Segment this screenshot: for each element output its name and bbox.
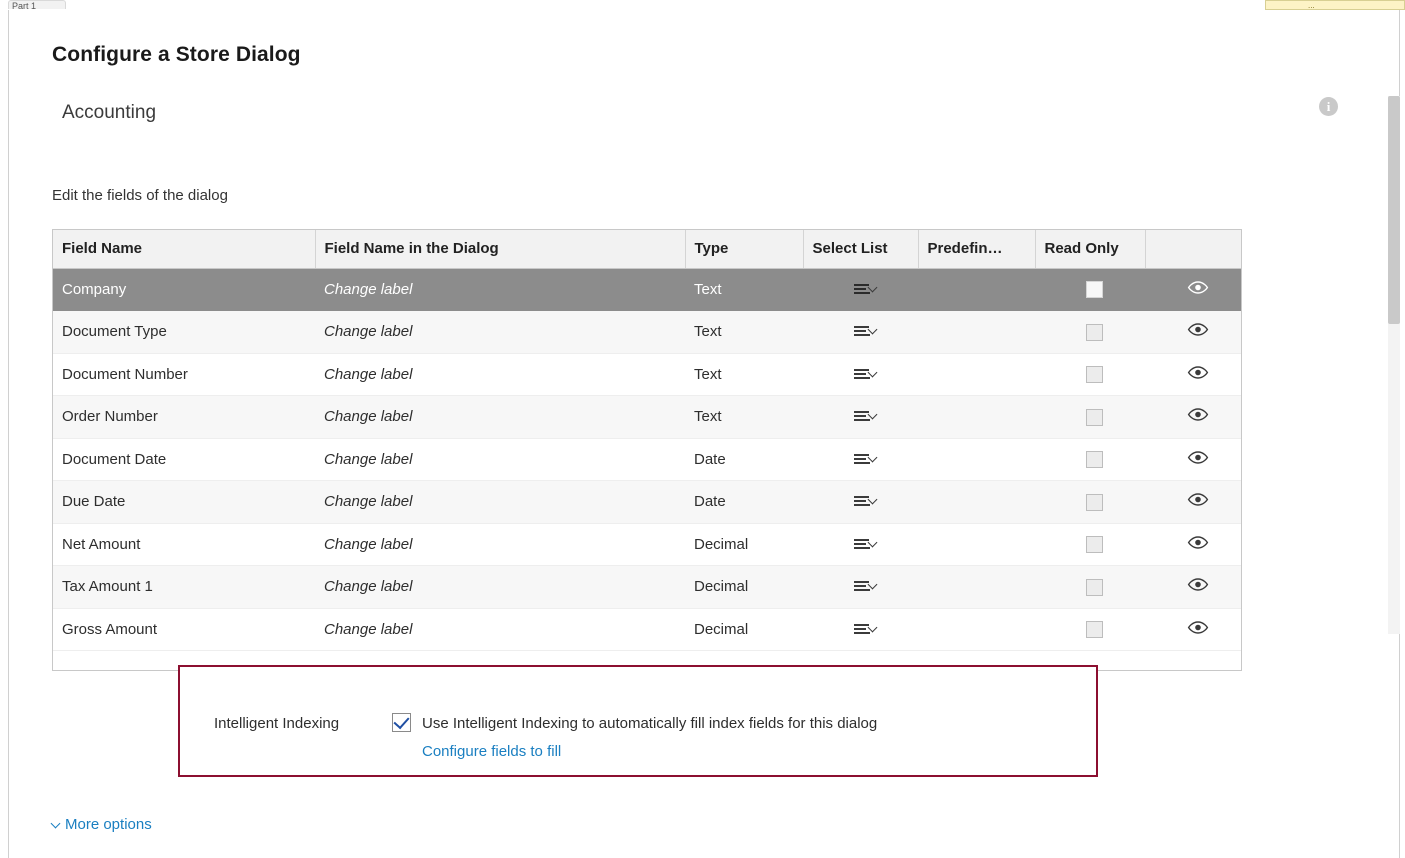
select-list-icon[interactable] bbox=[854, 325, 876, 339]
cell-select-list[interactable] bbox=[803, 353, 918, 396]
table-row[interactable] bbox=[53, 353, 1241, 396]
edit-fields-hint: Edit the fields of the dialog bbox=[52, 187, 228, 204]
cell-predefined[interactable] bbox=[918, 353, 1035, 396]
cell-field-name: Due Date bbox=[53, 481, 315, 524]
column-header-predefined[interactable]: Predefin… bbox=[918, 230, 1035, 268]
cell-dialog-label[interactable]: Change label bbox=[315, 481, 685, 524]
eye-icon[interactable] bbox=[1187, 451, 1209, 464]
read-only-checkbox[interactable] bbox=[1086, 324, 1103, 341]
cell-type: Text bbox=[685, 396, 803, 439]
cell-visibility[interactable] bbox=[1145, 396, 1241, 439]
table-header-row bbox=[53, 230, 1241, 268]
cell-visibility[interactable] bbox=[1145, 311, 1241, 354]
eye-icon[interactable] bbox=[1187, 621, 1209, 634]
cell-type: Text bbox=[685, 353, 803, 396]
cell-select-list[interactable] bbox=[803, 268, 918, 311]
read-only-checkbox[interactable] bbox=[1086, 451, 1103, 468]
cell-predefined[interactable] bbox=[918, 481, 1035, 524]
eye-icon[interactable] bbox=[1187, 578, 1209, 591]
cell-predefined[interactable] bbox=[918, 523, 1035, 566]
intelligent-indexing-panel bbox=[178, 665, 1098, 777]
cell-type: Decimal bbox=[685, 608, 803, 651]
select-list-icon[interactable] bbox=[854, 580, 876, 594]
table-row[interactable] bbox=[53, 566, 1241, 609]
cell-field-name: Document Number bbox=[53, 353, 315, 396]
cell-predefined[interactable] bbox=[918, 396, 1035, 439]
dialog-content bbox=[10, 10, 1395, 858]
cell-predefined[interactable] bbox=[918, 608, 1035, 651]
select-list-icon[interactable] bbox=[854, 453, 876, 467]
notification-text: ... bbox=[1308, 1, 1315, 10]
read-only-checkbox[interactable] bbox=[1086, 366, 1103, 383]
read-only-checkbox[interactable] bbox=[1086, 536, 1103, 553]
select-list-icon[interactable] bbox=[854, 495, 876, 509]
cell-dialog-label[interactable]: Change label bbox=[315, 268, 685, 311]
read-only-checkbox[interactable] bbox=[1086, 579, 1103, 596]
eye-icon-svg bbox=[1187, 451, 1209, 464]
cell-read-only[interactable] bbox=[1035, 566, 1145, 609]
window-top-strip bbox=[0, 0, 1405, 10]
notification-bar bbox=[1265, 0, 1405, 10]
checkmark-icon bbox=[393, 713, 409, 729]
cell-visibility[interactable] bbox=[1145, 608, 1241, 651]
cell-select-list[interactable] bbox=[803, 523, 918, 566]
eye-icon-svg bbox=[1187, 621, 1209, 634]
cell-field-name: Net Amount bbox=[53, 523, 315, 566]
cell-visibility[interactable] bbox=[1145, 566, 1241, 609]
select-list-icon[interactable] bbox=[854, 538, 876, 552]
cell-read-only[interactable] bbox=[1035, 268, 1145, 311]
eye-icon[interactable] bbox=[1187, 493, 1209, 506]
column-header-type[interactable]: Type bbox=[685, 230, 803, 268]
cell-select-list[interactable] bbox=[803, 566, 918, 609]
intelligent-indexing-description: Use Intelligent Indexing to automatically fill index fields for this dialog bbox=[422, 715, 878, 732]
eye-icon-svg bbox=[1187, 493, 1209, 506]
cell-field-name: Company bbox=[53, 268, 315, 311]
cell-dialog-label[interactable]: Change label bbox=[315, 396, 685, 439]
table-row[interactable] bbox=[53, 438, 1241, 481]
table-row[interactable] bbox=[53, 481, 1241, 524]
page-title: Configure a Store Dialog bbox=[52, 43, 301, 66]
cell-visibility[interactable] bbox=[1145, 353, 1241, 396]
cell-select-list[interactable] bbox=[803, 396, 918, 439]
eye-icon[interactable] bbox=[1187, 281, 1209, 294]
eye-icon-svg bbox=[1187, 281, 1209, 294]
read-only-checkbox[interactable] bbox=[1086, 409, 1103, 426]
cell-type: Decimal bbox=[685, 566, 803, 609]
cell-read-only[interactable] bbox=[1035, 481, 1145, 524]
cell-type: Text bbox=[685, 268, 803, 311]
column-header-visibility[interactable] bbox=[1145, 230, 1241, 268]
cell-predefined[interactable] bbox=[918, 311, 1035, 354]
table-row[interactable] bbox=[53, 268, 1241, 311]
column-header-dialog-field-name[interactable]: Field Name in the Dialog bbox=[315, 230, 685, 268]
cell-dialog-label[interactable]: Change label bbox=[315, 566, 685, 609]
cell-dialog-label[interactable]: Change label bbox=[315, 311, 685, 354]
read-only-checkbox[interactable] bbox=[1086, 621, 1103, 638]
intelligent-indexing-checkbox[interactable] bbox=[392, 713, 411, 732]
table-row[interactable] bbox=[53, 311, 1241, 354]
cell-field-name: Tax Amount 1 bbox=[53, 566, 315, 609]
read-only-checkbox[interactable] bbox=[1086, 281, 1103, 298]
column-header-select-list[interactable]: Select List bbox=[803, 230, 918, 268]
cell-field-name: Document Date bbox=[53, 438, 315, 481]
cell-visibility[interactable] bbox=[1145, 523, 1241, 566]
select-list-icon[interactable] bbox=[854, 623, 876, 637]
cell-dialog-label[interactable]: Change label bbox=[315, 438, 685, 481]
cell-read-only[interactable] bbox=[1035, 438, 1145, 481]
read-only-checkbox[interactable] bbox=[1086, 494, 1103, 511]
select-list-icon[interactable] bbox=[854, 368, 876, 382]
info-icon[interactable]: i bbox=[1319, 97, 1338, 116]
column-header-read-only[interactable]: Read Only bbox=[1035, 230, 1145, 268]
cell-read-only[interactable] bbox=[1035, 353, 1145, 396]
cell-visibility[interactable] bbox=[1145, 481, 1241, 524]
cell-field-name: Gross Amount bbox=[53, 608, 315, 651]
eye-icon[interactable] bbox=[1187, 323, 1209, 336]
eye-icon-svg bbox=[1187, 366, 1209, 379]
cell-predefined[interactable] bbox=[918, 566, 1035, 609]
cell-type: Decimal bbox=[685, 523, 803, 566]
cell-field-name: Document Type bbox=[53, 311, 315, 354]
eye-icon[interactable] bbox=[1187, 366, 1209, 379]
more-options-toggle[interactable] bbox=[52, 816, 152, 833]
cell-select-list[interactable] bbox=[803, 311, 918, 354]
cell-read-only[interactable] bbox=[1035, 523, 1145, 566]
fields-table-wrapper bbox=[52, 229, 1242, 671]
cell-type: Date bbox=[685, 481, 803, 524]
eye-icon-svg bbox=[1187, 536, 1209, 549]
cell-dialog-label[interactable]: Change label bbox=[315, 353, 685, 396]
window-frame-left bbox=[0, 10, 9, 858]
cell-dialog-label[interactable]: Change label bbox=[315, 523, 685, 566]
configure-fields-to-fill-link[interactable]: Configure fields to fill bbox=[422, 743, 562, 760]
table-row[interactable] bbox=[53, 608, 1241, 651]
eye-icon[interactable] bbox=[1187, 408, 1209, 421]
fields-table-body bbox=[53, 268, 1241, 651]
column-header-field-name[interactable]: Field Name bbox=[53, 230, 315, 268]
cell-predefined[interactable] bbox=[918, 268, 1035, 311]
cell-read-only[interactable] bbox=[1035, 608, 1145, 651]
vertical-scrollbar[interactable] bbox=[1388, 96, 1400, 634]
fields-table bbox=[53, 230, 1241, 651]
cell-type: Date bbox=[685, 438, 803, 481]
select-list-icon[interactable] bbox=[854, 410, 876, 424]
cell-visibility[interactable] bbox=[1145, 438, 1241, 481]
cell-type: Text bbox=[685, 311, 803, 354]
intelligent-indexing-label: Intelligent Indexing bbox=[214, 715, 340, 732]
eye-icon-svg bbox=[1187, 578, 1209, 591]
eye-icon-svg bbox=[1187, 408, 1209, 421]
cell-dialog-label[interactable]: Change label bbox=[315, 608, 685, 651]
cell-select-list[interactable] bbox=[803, 608, 918, 651]
table-row[interactable] bbox=[53, 523, 1241, 566]
cell-select-list[interactable] bbox=[803, 481, 918, 524]
cell-select-list[interactable] bbox=[803, 438, 918, 481]
select-list-icon[interactable] bbox=[854, 283, 876, 297]
eye-icon[interactable] bbox=[1187, 536, 1209, 549]
section-title: Accounting bbox=[62, 102, 157, 123]
eye-icon-svg bbox=[1187, 323, 1209, 336]
cell-read-only[interactable] bbox=[1035, 396, 1145, 439]
cell-visibility[interactable] bbox=[1145, 268, 1241, 311]
cell-predefined[interactable] bbox=[918, 438, 1035, 481]
browser-tab-sliver[interactable]: Part 1 bbox=[8, 0, 66, 9]
cell-field-name: Order Number bbox=[53, 396, 315, 439]
vertical-scrollbar-thumb[interactable] bbox=[1388, 96, 1400, 324]
table-row[interactable] bbox=[53, 396, 1241, 439]
chevron-down-icon bbox=[51, 819, 61, 829]
cell-read-only[interactable] bbox=[1035, 311, 1145, 354]
more-options-label: More options bbox=[65, 816, 152, 833]
